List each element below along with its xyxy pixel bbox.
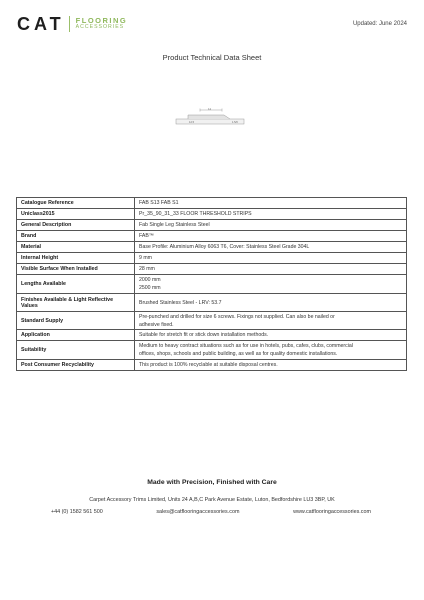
spec-value-line: Base Profile: Aluminium Alloy 6063 T6, Cover: Stainless Steel Grade 304L [139, 244, 310, 250]
spec-value [135, 312, 407, 330]
logo-subtitle [76, 17, 128, 31]
logo-flooring-text: FLOORING [75, 16, 128, 25]
spec-value [135, 341, 407, 360]
spec-value-line: Fab Single Leg Stainless Steel [139, 222, 210, 228]
spec-value [135, 220, 407, 231]
spec-value [135, 330, 407, 341]
spec-label: Standard Supply [17, 312, 135, 330]
spec-value [135, 294, 407, 312]
spec-value [135, 209, 407, 220]
spec-label: Visible Surface When Installed [17, 264, 135, 275]
spec-row [17, 330, 407, 341]
spec-value-line: 2000 mm [139, 277, 161, 283]
spec-row [17, 360, 407, 371]
spec-label: Post Consumer Recyclability [17, 360, 135, 371]
diagram-left-label: 12.5 [189, 121, 195, 124]
page-title: Product Technical Data Sheet [162, 53, 262, 62]
footer-tagline: Made with Precision, Finished with Care [147, 479, 277, 486]
cat-logo [17, 14, 127, 34]
spec-value-line: Pre-punched and drilled for size 6 screws. Fixings not supplied. Can also be nailed or [139, 313, 335, 320]
spec-label: General Description [17, 220, 135, 231]
spec-label: Material [17, 242, 135, 253]
spec-row [17, 253, 407, 264]
spec-value [135, 275, 407, 294]
spec-value-line: Medium to heavy contract situations such as for use in hotels, pubs, cafes, clubs, commercial [139, 343, 353, 349]
spec-value-line: offices, shops, schools and public building, as well as for quality domestic installations. [139, 351, 338, 357]
diagram-width-label: 14 [208, 108, 211, 111]
spec-label: Application [17, 330, 135, 341]
diagram-right-label: 1.5/0 [232, 121, 238, 124]
footer-website-link[interactable]: www.catflooringaccessories.com [293, 509, 371, 515]
spec-value [135, 242, 407, 253]
spec-label: Catalogue Reference [17, 198, 135, 209]
page-header [17, 14, 407, 38]
spec-value [135, 360, 407, 371]
spec-row [17, 220, 407, 231]
spec-label: Suitability [17, 341, 135, 360]
spec-row [17, 341, 407, 360]
spec-value-line: 9 mm [139, 255, 152, 261]
spec-value-line: 2500 mm [139, 285, 161, 291]
spec-row [17, 294, 407, 312]
spec-label: Brand [17, 231, 135, 242]
spec-value-line: This product is 100% recyclable at suitable disposal centres. [139, 362, 278, 368]
spec-row [17, 209, 407, 220]
spec-label: Finishes Available & Light Reflective Values [17, 294, 135, 312]
spec-row [17, 198, 407, 209]
logo-divider [69, 16, 70, 32]
spec-label: Internal Height [17, 253, 135, 264]
spec-row [17, 275, 407, 294]
spec-value [135, 253, 407, 264]
spec-value-line: 28 mm [139, 266, 155, 272]
spec-value-line: adhesive fixed. [139, 321, 174, 328]
updated-date: Updated: June 2024 [352, 21, 407, 27]
spec-row [17, 231, 407, 242]
spec-value-line: Suitable for stretch fit or stick down installation methods. [139, 332, 269, 338]
spec-value-line: FAB™ [139, 233, 154, 239]
footer-phone: +44 (0) 1582 561 500 [51, 509, 103, 515]
spec-row [17, 312, 407, 330]
spec-value [135, 231, 407, 242]
spec-value [135, 198, 407, 209]
profile-diagram [170, 108, 250, 134]
spec-value-line: FAB S13 FAB S1 [139, 200, 179, 206]
spec-value [135, 264, 407, 275]
logo-main-text: CAT [17, 14, 65, 34]
spec-row [17, 242, 407, 253]
footer-email-link[interactable]: sales@catflooringaccessories.com [156, 509, 240, 515]
spec-value-line: Brushed Stainless Steel - LRV: 53.7 [139, 299, 222, 306]
logo-accessories-text: ACCESSORIES [75, 24, 125, 30]
spec-value-line: Pr_35_90_31_33 FLOOR THRESHOLD STRIPS [139, 211, 252, 217]
spec-table [16, 197, 407, 371]
spec-label: Uniclass2015 [17, 209, 135, 220]
spec-row [17, 264, 407, 275]
footer-address: Carpet Accessory Trims Limited, Units 24 A,B,C Park Avenue Estate, Luton, Bedfordshire LU3 3BP, UK [89, 497, 335, 503]
footer-contact [51, 509, 371, 515]
spec-label: Lengths Available [17, 275, 135, 294]
